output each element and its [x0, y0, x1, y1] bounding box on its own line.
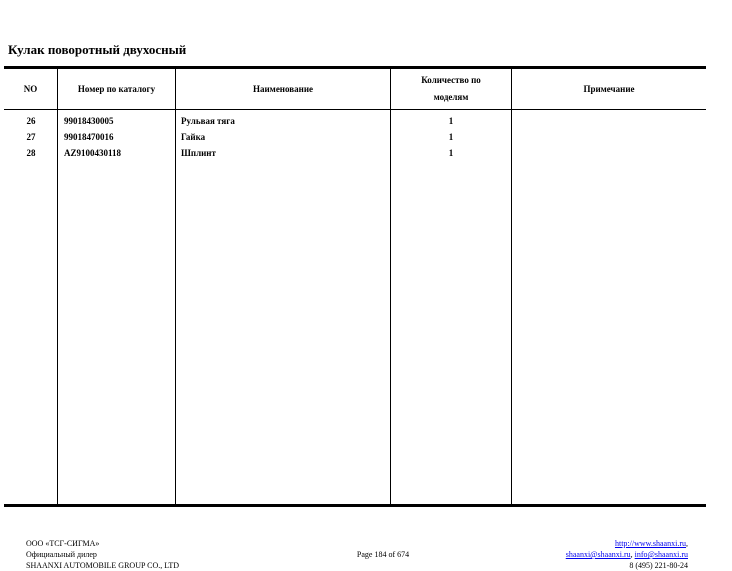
footer-phone: 8 (495) 221-80-24	[629, 561, 688, 570]
row-quantity: 1	[448, 132, 454, 142]
table-row	[4, 113, 706, 129]
row-name: Гайка	[181, 132, 206, 142]
header-no: NO	[23, 83, 38, 94]
parts-table	[4, 66, 706, 507]
footer-company-block	[26, 538, 179, 571]
footer-contacts: http://www.shaanxi.ru, shaanxi@shaanxi.ru, info@shaanxi.ru 8 (495) 221-80-24	[565, 539, 688, 570]
row-no: 28	[26, 148, 36, 158]
header-quantity	[391, 69, 511, 109]
page-title: Кулак поворотный двухосный	[8, 42, 187, 57]
table-row	[4, 129, 706, 145]
header-rule	[4, 109, 706, 110]
footer-company: ООО «ТСГ-СИГМА»	[26, 539, 100, 548]
row-quantity: 1	[448, 148, 454, 158]
row-no: 26	[26, 116, 36, 126]
header-catalog-number: Номер по каталогу	[77, 83, 156, 94]
footer-group: SHAANXI AUTOMOBILE GROUP CO., LTD	[26, 561, 180, 570]
row-quantity: 1	[448, 116, 454, 126]
header-quantity-line2: моделям	[433, 92, 469, 102]
row-name: Рульвая тяга	[181, 116, 235, 126]
footer-dealer: Официальный дилер	[26, 550, 97, 559]
row-no: 27	[26, 132, 36, 142]
website-link[interactable]: http://www.shaanxi.ru	[614, 539, 686, 548]
table-body	[4, 113, 706, 161]
email-link-shaanxi[interactable]: shaanxi@shaanxi.ru	[565, 550, 631, 559]
page-number: Page 184 of 674	[356, 550, 410, 559]
row-catalog-number: AZ9100430118	[64, 148, 122, 158]
row-name: Шплинт	[181, 148, 216, 158]
header-note: Примечание	[583, 83, 635, 94]
header-quantity-line1: Количество по	[421, 75, 481, 85]
row-catalog-number: 99018470016	[64, 132, 114, 142]
row-catalog-number: 99018430005	[64, 116, 114, 126]
table-row	[4, 145, 706, 161]
email-link-info[interactable]: info@shaanxi.ru	[634, 550, 688, 559]
header-name: Наименование	[253, 83, 313, 94]
